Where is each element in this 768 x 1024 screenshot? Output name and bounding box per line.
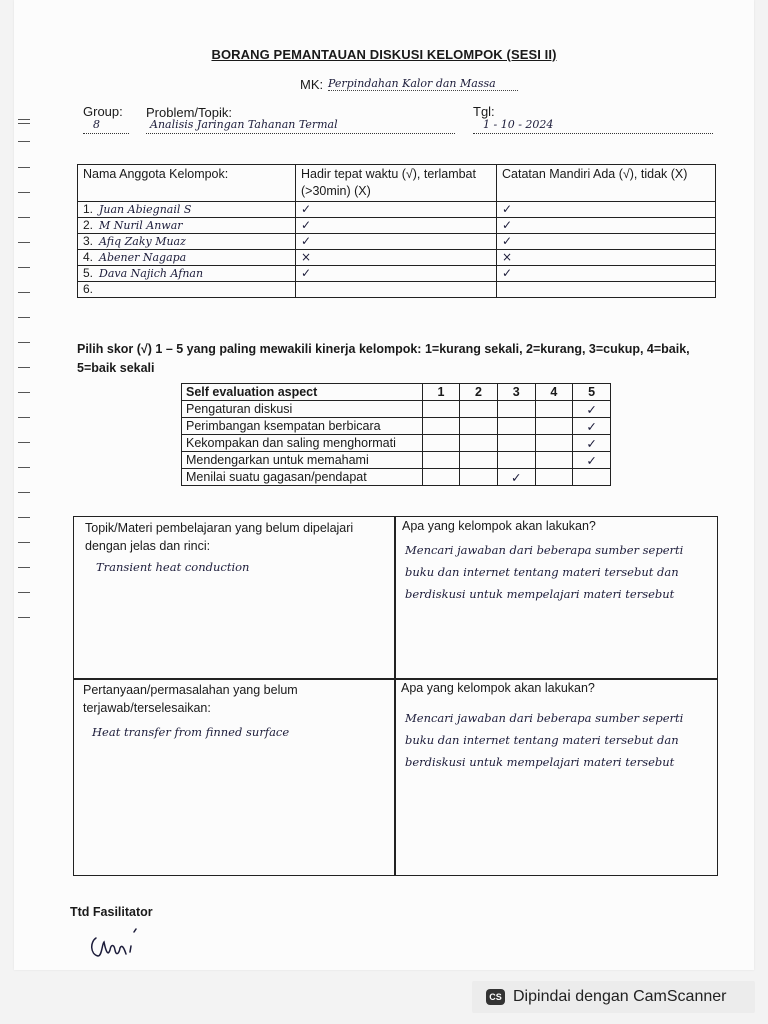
score-cell [497, 452, 535, 469]
table-row [78, 202, 716, 218]
action-answer: Mencari jawaban dari beberapa sumber seperti buku dan internet tentang materi tersebut dan berdiskusi untuk mempelajari materi tersebut [405, 543, 684, 601]
self-eval-row [182, 469, 611, 486]
score-cell [422, 452, 460, 469]
members-table [77, 164, 716, 298]
score-cell [535, 452, 573, 469]
score-cell [535, 469, 573, 486]
member-name: Dava Najich Afnan [99, 267, 204, 280]
score-cell [497, 418, 535, 435]
score-header: 2 [460, 384, 498, 401]
score-cell [573, 469, 611, 486]
self-eval-header-row [182, 384, 611, 401]
self-eval-row [182, 435, 611, 452]
score-instructions: Pilih skor (√) 1 – 5 yang paling mewakili kinerja kelompok: 1=kurang sekali, 2=kurang, 3=cukup, 4=baik, 5=baik sekali [77, 342, 690, 375]
score-cell [497, 401, 535, 418]
score-check-mark: ✓ [586, 402, 597, 417]
signature-label: Ttd Fasilitator [70, 905, 153, 919]
score-cell [460, 435, 498, 452]
member-name: Juan Abiegnail S [99, 203, 192, 216]
attendance-mark [296, 282, 497, 298]
notes-mark: ✓ [497, 218, 716, 234]
notes-mark: ✓ [497, 234, 716, 250]
row-number: 4. [83, 250, 94, 264]
score-check-mark: ✓ [510, 470, 522, 485]
row-number: 2. [83, 218, 94, 232]
score-cell [535, 435, 573, 452]
camscanner-icon: CS [486, 989, 505, 1005]
header-attendance: Hadir tepat waktu (√), terlambat (>30min) (X) [296, 165, 497, 202]
action-label: Apa yang kelompok akan lakukan? [402, 519, 596, 533]
camscanner-text: Dipindai dengan CamScanner [513, 988, 727, 1005]
self-eval-row [182, 418, 611, 435]
table-row [78, 234, 716, 250]
member-cell [78, 266, 296, 282]
self-eval-table [181, 383, 611, 486]
score-cell [422, 469, 460, 486]
topics-label: Topik/Materi pembelajaran yang belum dipelajari dengan jelas dan rinci: [85, 521, 354, 553]
member-name: Afiq Zaky Muaz [99, 235, 186, 248]
member-cell [78, 234, 296, 250]
header-name: Nama Anggota Kelompok: [78, 165, 296, 202]
table-row [78, 266, 716, 282]
member-name: M Nuril Anwar [99, 219, 183, 232]
score-check-mark: ✓ [586, 419, 597, 434]
table-row [78, 282, 716, 298]
action-label: Apa yang kelompok akan lakukan? [401, 681, 595, 695]
members-header-row [78, 165, 716, 202]
score-cell [422, 418, 460, 435]
aspect-label: Kekompakan dan saling menghormati [182, 435, 423, 452]
mk-value: Perpindahan Kalor dan Massa [328, 77, 518, 91]
score-cell [460, 469, 498, 486]
score-header: 4 [535, 384, 573, 401]
questions-box [73, 678, 718, 876]
score-cell [460, 452, 498, 469]
action-answer: Mencari jawaban dari beberapa sumber seperti buku dan internet tentang materi tersebut dan berdiskusi untuk mempelajari materi tersebut [405, 711, 684, 769]
score-cell [535, 418, 573, 435]
questions-label: Pertanyaan/permasalahan yang belum terjawab/terselesaikan: [83, 683, 298, 715]
score-check-mark: ✓ [586, 436, 597, 451]
attendance-mark: × [296, 250, 497, 266]
score-cell [573, 452, 611, 469]
divider [394, 517, 396, 679]
row-number: 6. [83, 282, 94, 296]
row-number: 1. [83, 202, 94, 216]
score-cell [460, 401, 498, 418]
row-number: 5. [83, 266, 94, 280]
score-check-mark: ✓ [586, 453, 597, 468]
score-cell [573, 418, 611, 435]
member-cell [78, 282, 296, 298]
aspect-label: Pengaturan diskusi [182, 401, 423, 418]
score-cell [422, 401, 460, 418]
self-eval-header: Self evaluation aspect [182, 384, 423, 401]
form-title: BORANG PEMANTAUAN DISKUSI KELOMPOK (SESI II) [211, 47, 557, 62]
notes-mark: × [497, 250, 716, 266]
score-cell [422, 435, 460, 452]
aspect-label: Mendengarkan untuk memahami [182, 452, 423, 469]
row-number: 3. [83, 234, 94, 248]
aspect-label: Perimbangan ksempatan berbicara [182, 418, 423, 435]
score-cell [497, 435, 535, 452]
notes-mark: ✓ [497, 202, 716, 218]
notes-mark [497, 282, 716, 298]
topic-value: Analisis Jaringan Tahanan Termal [146, 118, 455, 134]
score-cell [573, 435, 611, 452]
score-header: 1 [422, 384, 460, 401]
date-label: Tgl: [473, 104, 495, 119]
score-cell [460, 418, 498, 435]
header-notes: Catatan Mandiri Ada (√), tidak (X) [497, 165, 716, 202]
self-eval-row [182, 452, 611, 469]
self-eval-row [182, 401, 611, 418]
attendance-mark: ✓ [296, 234, 497, 250]
camscanner-badge [472, 981, 755, 1013]
group-value: 8 [83, 118, 129, 134]
topics-box [73, 516, 718, 680]
attendance-mark: ✓ [296, 266, 497, 282]
member-cell [78, 218, 296, 234]
topic-label: Problem/Topik: [146, 105, 232, 120]
score-cell [573, 401, 611, 418]
score-header: 3 [497, 384, 535, 401]
divider [394, 679, 396, 875]
table-row [78, 250, 716, 266]
mk-label: MK: [300, 77, 324, 92]
signature-mark [86, 926, 146, 962]
attendance-mark: ✓ [296, 202, 497, 218]
member-cell [78, 202, 296, 218]
score-header: 5 [573, 384, 611, 401]
date-value: 1 - 10 - 2024 [473, 118, 713, 134]
score-cell [535, 401, 573, 418]
member-cell [78, 250, 296, 266]
notes-mark: ✓ [497, 266, 716, 282]
questions-answer: Heat transfer from finned surface [92, 725, 290, 739]
table-row [78, 218, 716, 234]
attendance-mark: ✓ [296, 218, 497, 234]
group-label: Group: [83, 104, 123, 119]
score-cell [497, 469, 535, 486]
topics-answer: Transient heat conduction [96, 560, 250, 574]
aspect-label: Menilai suatu gagasan/pendapat [182, 469, 423, 486]
member-name: Abener Nagapa [99, 251, 187, 264]
